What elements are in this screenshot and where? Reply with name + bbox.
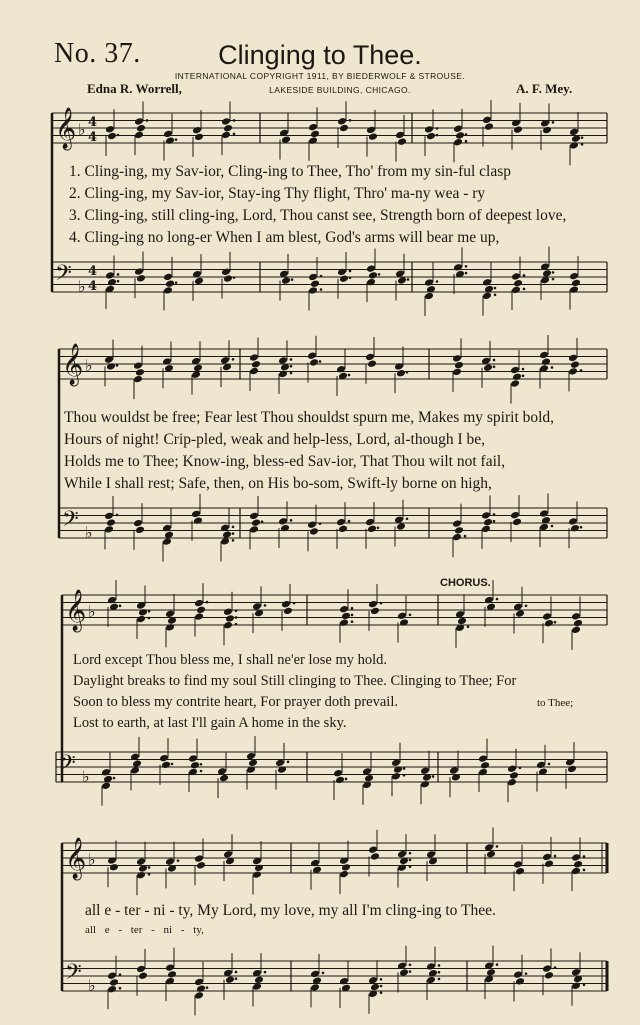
svg-text:4: 4 (88, 115, 98, 130)
verse-1-line-1: 1. Cling-ing, my Sav-ior, Cling-ing to Thee, Tho' from my sin-ful clasp (69, 163, 512, 180)
verse-2-line-3: Daylight breaks to find my soul Still clinging to Thee. Clinging to Thee; For (73, 673, 517, 689)
verse-4-line-3: Lost to earth, at last I'll gain A home in the sky. (73, 715, 347, 731)
svg-text:♭: ♭ (88, 602, 96, 621)
svg-text:♭: ♭ (85, 356, 93, 375)
verse-3-line-2: Holds me to Thee; Know-ing, bless-ed Sav-ior, That Thou wilt not fail, (64, 453, 506, 470)
svg-text:♭: ♭ (78, 120, 86, 139)
svg-text:𝄢: 𝄢 (65, 960, 82, 990)
verse-3-line-3: Soon to bless my contrite heart, For prayer doth prevail. (73, 694, 398, 710)
verse-4-line-1: 4. Cling-ing no long-er When I am blest, God's arms will bear me up, (69, 229, 500, 246)
chorus-alto-line: all e - ter - ni - ty, (85, 924, 204, 936)
svg-text:♭: ♭ (88, 850, 96, 869)
svg-text:𝄞: 𝄞 (65, 590, 87, 631)
svg-text:𝄢: 𝄢 (55, 261, 72, 291)
svg-text:♭: ♭ (78, 277, 86, 296)
verse-4-line-2: While I shall rest; Safe, then, on His bo-som, Swift-ly borne on high, (64, 475, 492, 492)
svg-text:𝄞: 𝄞 (55, 108, 77, 149)
svg-text:𝄢: 𝄢 (62, 507, 79, 537)
verse-2-line-2: Hours of night! Crip-pled, weak and help-less, Lord, al-though I be, (64, 431, 485, 448)
copyright-line-1: INTERNATIONAL COPYRIGHT 1911, BY BIEDERWOLF & STROUSE. (174, 71, 466, 81)
hymn-number: No. 37. (54, 38, 141, 69)
svg-text:♭: ♭ (82, 767, 90, 786)
svg-text:𝄞: 𝄞 (65, 838, 87, 879)
verse-1-line-2: Thou wouldst be free; Fear lest Thou shouldst spurn me, Makes my spirit bold, (64, 409, 555, 426)
svg-text:4: 4 (88, 264, 98, 279)
verse-2-line-1: 2. Cling-ing, my Sav-ior, Stay-ing Thy flight, Thro' ma-ny wea - ry (69, 185, 486, 202)
author-credit: Edna R. Worrell, (87, 81, 182, 96)
svg-text:♭: ♭ (85, 523, 93, 542)
verse-3-line-1: 3. Cling-ing, still cling-ing, Lord, Thou canst see, Strength born of deepest love, (69, 207, 567, 224)
svg-text:4: 4 (88, 279, 98, 294)
chorus-label: CHORUS. (440, 577, 491, 589)
composer-credit: A. F. Mey. (516, 81, 573, 96)
chorus-soprano-line: all e - ter - ni - ty, My Lord, my love, my all I'm cling-ing to Thee. (85, 902, 496, 919)
svg-text:𝄞: 𝄞 (62, 344, 84, 385)
alto-echo-text: to Thee; (537, 697, 574, 709)
svg-text:♭: ♭ (88, 976, 96, 995)
copyright-line-2: LAKESIDE BUILDING, CHICAGO. (269, 85, 411, 95)
svg-text:4: 4 (88, 130, 98, 145)
svg-text:𝄢: 𝄢 (59, 751, 76, 781)
verse-1-line-3: Lord except Thou bless me, I shall ne'er lose my hold. (73, 652, 388, 668)
hymn-title: Clinging to Thee. (218, 40, 422, 70)
